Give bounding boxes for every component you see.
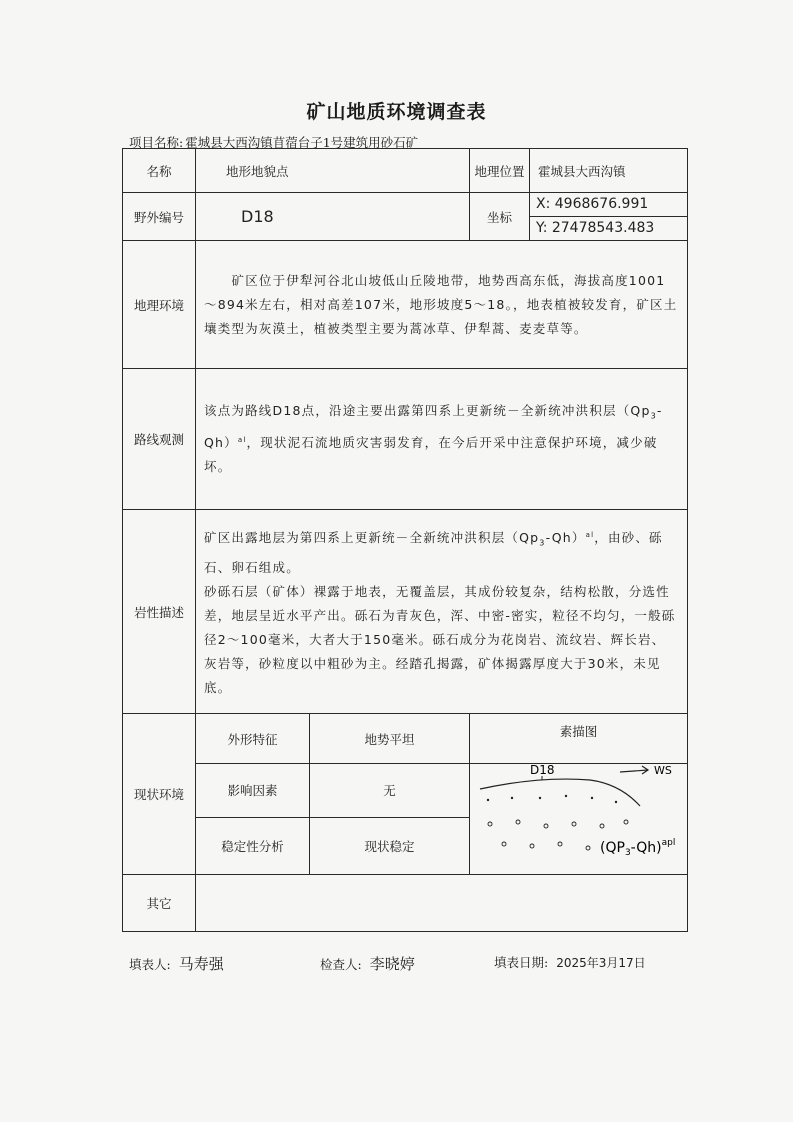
shape-label: 外形特征 bbox=[196, 714, 310, 764]
field-id-value: D18 bbox=[196, 193, 470, 241]
sketch-point-label: D18 bbox=[530, 764, 555, 777]
route-sub: 3 bbox=[650, 411, 657, 421]
route-text-b: -Qh） bbox=[204, 402, 663, 451]
sketch-direction-label: WS bbox=[654, 764, 672, 777]
sketch-drawing bbox=[470, 764, 684, 874]
date bbox=[494, 953, 646, 971]
geo-env-text: 矿区位于伊犁河谷北山坡低山丘陵地带，地势西高东低，海拔高度1001～894米左右，相对高差107米，地形坡度5～18。，地表植被较发育，矿区土壤类型为灰漠土，植被类型主要为蒿冰草、伊犁蒿、麦麦草等。 bbox=[204, 272, 678, 336]
route-text-a: 该点为路线D18点，沿途主要出露第四系上更新统－全新统冲洪积层（Qp bbox=[204, 402, 651, 418]
name-value: 地形地貌点 bbox=[196, 149, 470, 193]
name-label: 名称 bbox=[123, 149, 196, 193]
other-value bbox=[196, 875, 688, 932]
geo-env-cell bbox=[196, 241, 688, 369]
date-label: 填表日期: bbox=[494, 955, 549, 970]
filler-label: 填表人: bbox=[129, 957, 171, 972]
lith-cell bbox=[196, 510, 688, 714]
route-label: 路线观测 bbox=[123, 369, 196, 510]
lith-p1-a: 矿区出露地层为第四系上更新统－全新统冲洪积层（Qp bbox=[204, 530, 540, 546]
location-value: 霍城县大西沟镇 bbox=[530, 149, 688, 193]
geo-env-label: 地理环境 bbox=[123, 241, 196, 369]
route-cell bbox=[196, 369, 688, 510]
checker-value: 李晓婷 bbox=[369, 955, 415, 973]
sketch-unit-b: -Qh) bbox=[630, 840, 662, 856]
lith-p1-sub: 3 bbox=[539, 538, 546, 548]
coord-x: X: 4968676.991 bbox=[536, 196, 649, 212]
other-label: 其它 bbox=[123, 875, 196, 932]
status-label: 现状环境 bbox=[123, 714, 196, 875]
gravel-dots bbox=[487, 795, 617, 803]
field-id-label: 野外编号 bbox=[123, 193, 196, 241]
route-text-c: ，现状泥石流地质灾害弱发育，在今后开采中注意保护环境，减少破坏。 bbox=[204, 435, 658, 475]
lith-p1-sup: al bbox=[585, 531, 595, 540]
sketch-unit-sup: apl bbox=[661, 838, 676, 848]
sketch-unit-label bbox=[600, 838, 675, 858]
route-text bbox=[196, 399, 687, 480]
page-title: 矿山地质环境调查表 bbox=[306, 101, 487, 123]
survey-table bbox=[122, 148, 688, 932]
lith-para-2: 砂砾石层（矿体）裸露于地表，无覆盖层，其成份较复杂，结构松散，分选性差，地层呈近水平产出。砾石为青灰色，浑、中密-密实，粒径不均匀，一般砾径2～100毫米，大者大于150毫米。砾石成分为花岗岩、流纹岩、辉长岩、灰岩等，砂粒度以中粗砂为主。经踏孔揭露，矿体揭露厚度大于30米，未见底。 bbox=[204, 583, 676, 695]
lith-p1-c: ，由砂、砾石、卵石组成。 bbox=[204, 530, 663, 575]
direction-arrow bbox=[620, 770, 648, 772]
stability-label: 稳定性分析 bbox=[196, 817, 310, 874]
sketch-unit-a: (QP bbox=[600, 840, 625, 856]
checker bbox=[320, 953, 415, 974]
coord-cell bbox=[530, 193, 688, 241]
project-label: 项目名称: bbox=[129, 135, 184, 150]
coord-label: 坐标 bbox=[470, 193, 530, 241]
shape-value: 地势平坦 bbox=[310, 714, 470, 764]
stability-value: 现状稳定 bbox=[310, 817, 470, 874]
coord-y: Y: 27478543.483 bbox=[530, 216, 687, 240]
project-value: 霍城县大西沟镇苜蓿台子1号建筑用砂石矿 bbox=[185, 135, 419, 150]
checker-label: 检查人: bbox=[320, 957, 362, 972]
location-label: 地理位置 bbox=[470, 149, 530, 193]
lith-para-1 bbox=[196, 523, 687, 580]
lith-p1-b: -Qh） bbox=[545, 530, 586, 546]
factor-label: 影响因素 bbox=[196, 764, 310, 818]
sketch-unit-sub: 3 bbox=[624, 848, 631, 858]
filler-value: 马寿强 bbox=[178, 955, 224, 973]
sketch-cell bbox=[470, 764, 688, 875]
date-value: 2025年3月17日 bbox=[556, 956, 646, 970]
sketch-label: 素描图 bbox=[470, 714, 688, 764]
route-sup: al bbox=[237, 436, 247, 445]
factor-value: 无 bbox=[310, 764, 470, 818]
lith-label: 岩性描述 bbox=[123, 510, 196, 714]
filler bbox=[129, 953, 224, 974]
